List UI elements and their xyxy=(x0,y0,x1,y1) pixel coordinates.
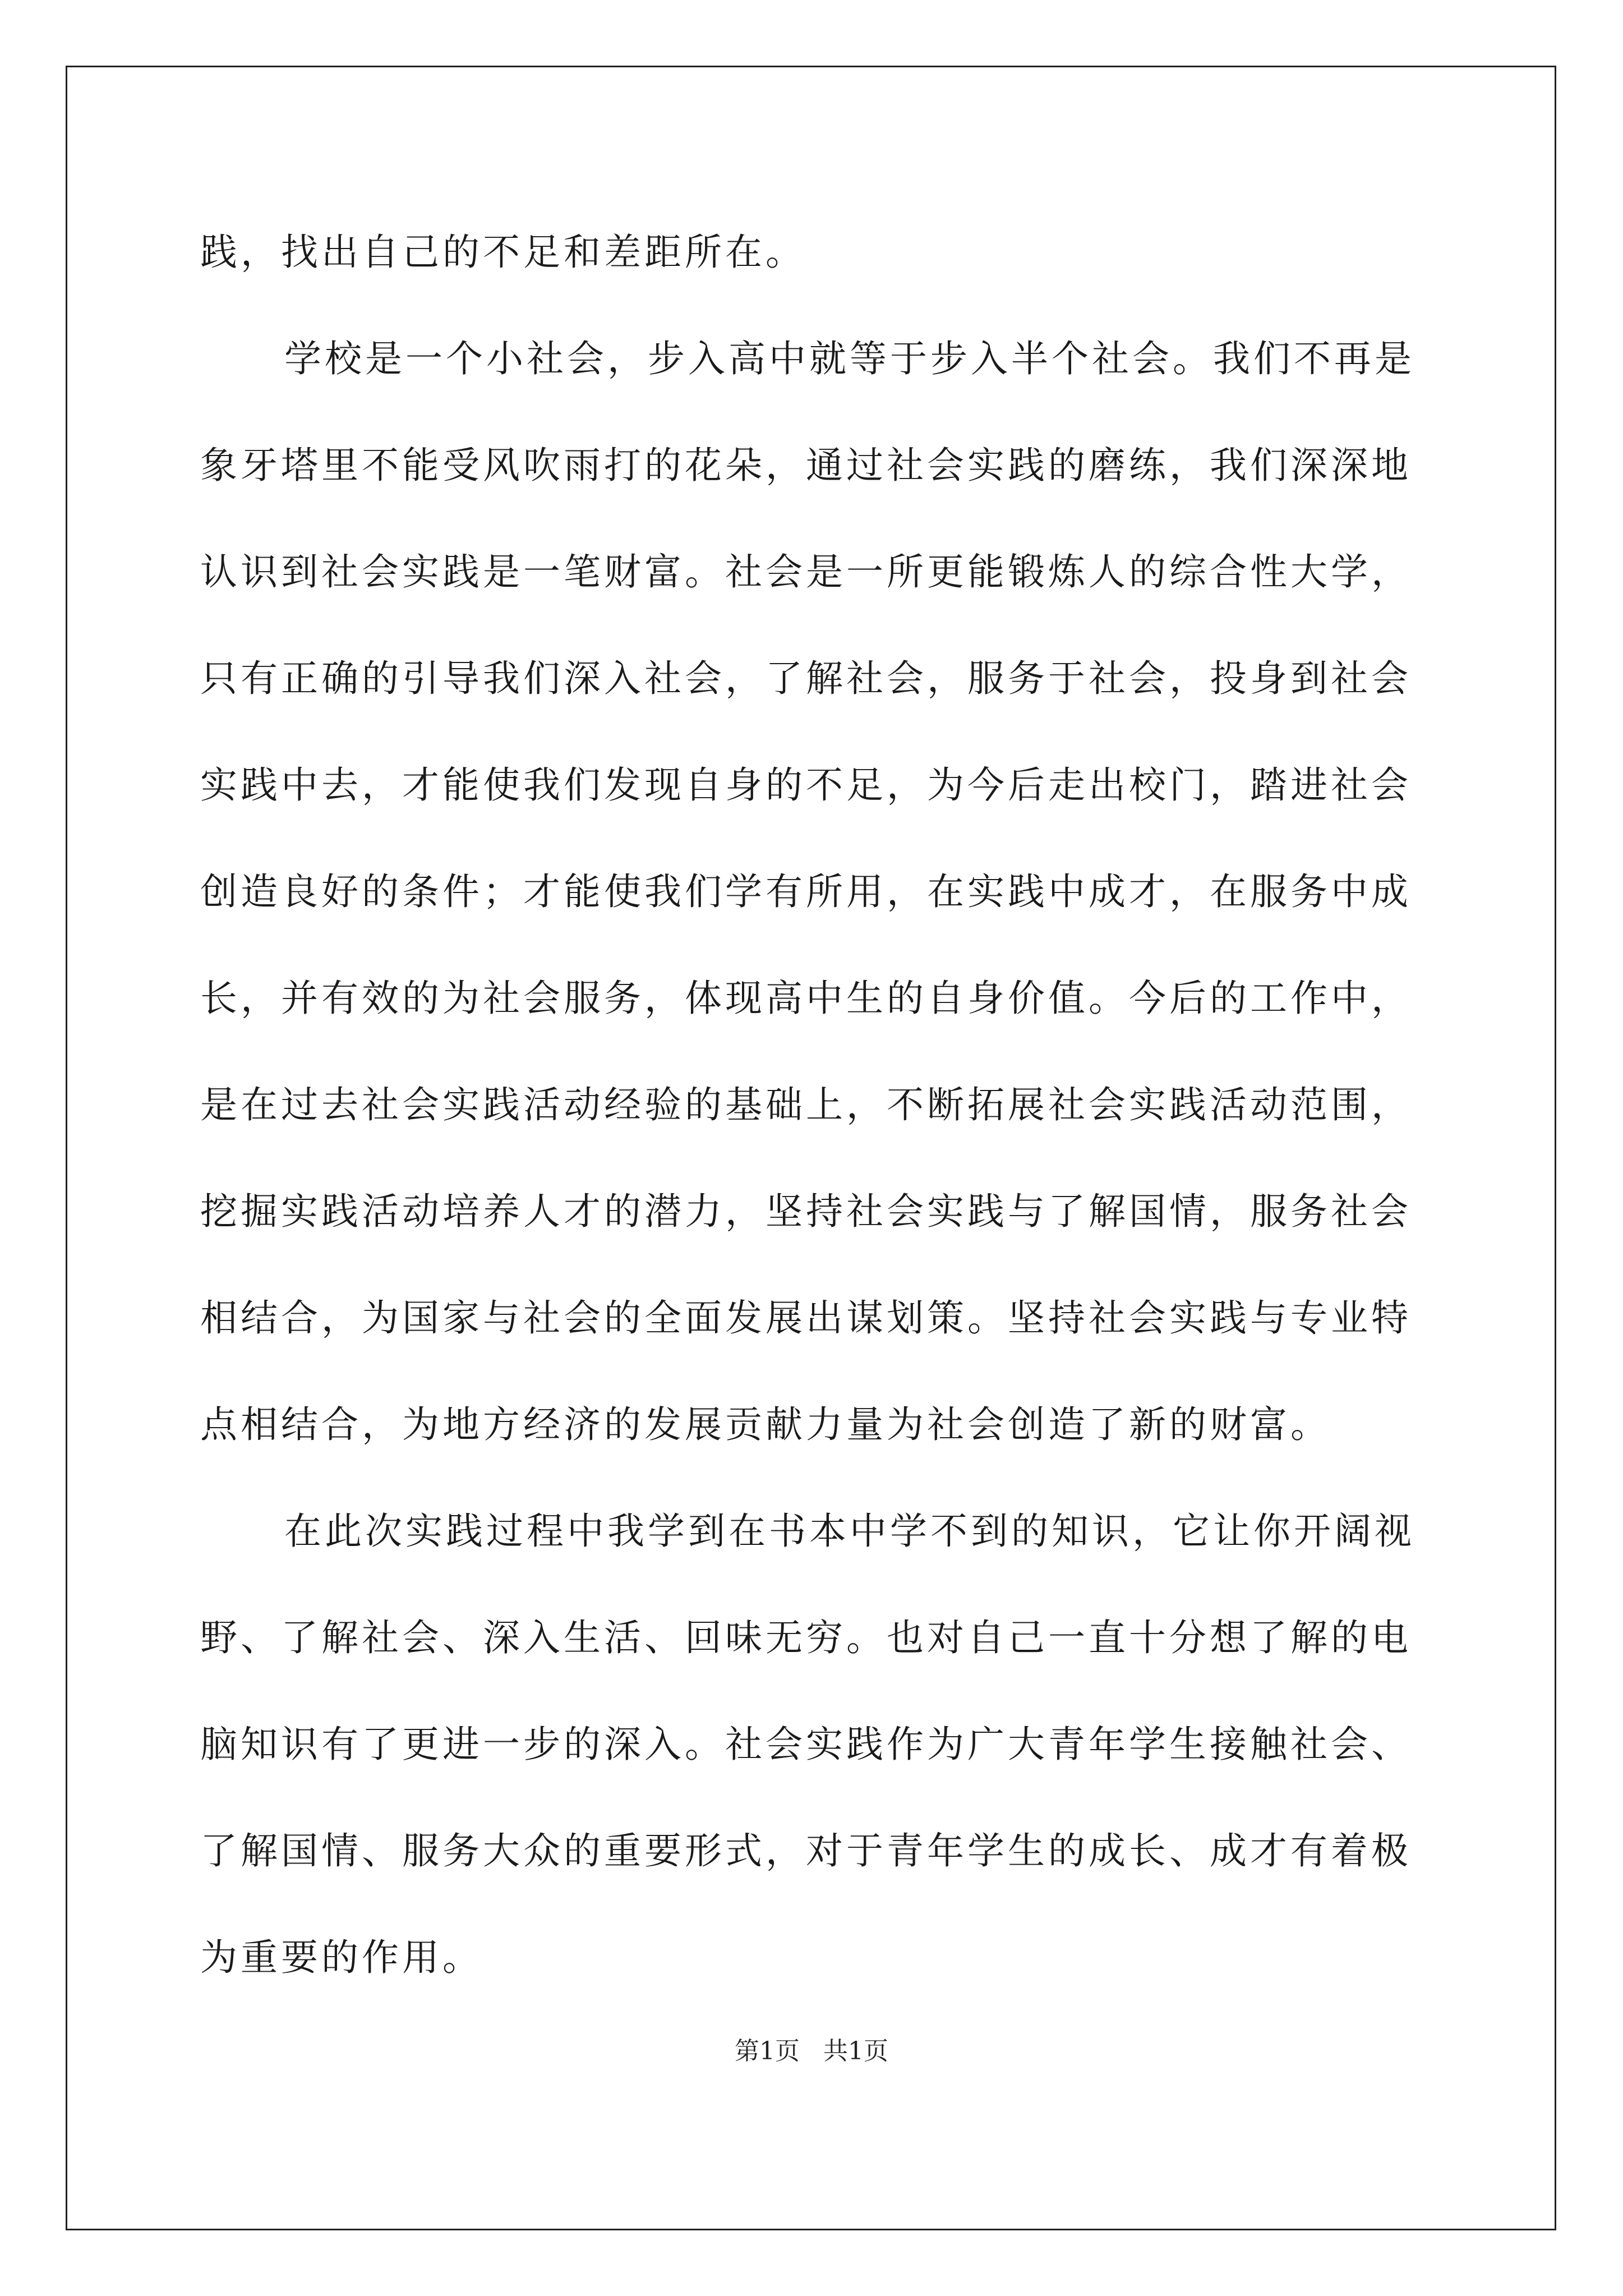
page-footer xyxy=(0,2031,1623,2067)
text-line: 只有正确的引导我们深入社会，了解社会，服务于社会，投身到社会 xyxy=(200,657,1412,700)
page-number: 第1页 xyxy=(735,2037,800,2065)
text-line: 脑知识有了更进一步的深入。社会实践作为广大青年学生接触社会、 xyxy=(200,1723,1412,1766)
paragraph-start-line: 学校是一个小社会，步入高中就等于步入半个社会。我们不再是 xyxy=(284,337,1415,380)
text-line: 是在过去社会实践活动经验的基础上，不断拓展社会实践活动范围， xyxy=(200,1083,1412,1126)
text-line: 野、了解社会、深入生活、回味无穷。也对自己一直十分想了解的电 xyxy=(200,1616,1412,1659)
text-line: 为重要的作用。 xyxy=(200,1936,483,1979)
document-body xyxy=(200,199,1434,2011)
text-line: 长，并有效的为社会服务，体现高中生的自身价值。今后的工作中， xyxy=(200,977,1412,1020)
text-line: 相结合，为国家与社会的全面发展出谋划策。坚持社会实践与专业特 xyxy=(200,1296,1412,1340)
text-line: 创造良好的条件；才能使我们学有所用，在实践中成才，在服务中成 xyxy=(200,870,1412,913)
paragraph-start-line: 在此次实践过程中我学到在书本中学不到的知识，它让你开阔视 xyxy=(284,1510,1415,1553)
text-line: 践，找出自己的不足和差距所在。 xyxy=(200,231,806,274)
page-total: 共1页 xyxy=(823,2037,888,2065)
text-line: 点相结合，为地方经济的发展贡献力量为社会创造了新的财富。 xyxy=(200,1403,1331,1446)
text-line: 挖掘实践活动培养人才的潜力，坚持社会实践与了解国情，服务社会 xyxy=(200,1190,1412,1233)
text-line: 认识到社会实践是一笔财富。社会是一所更能锻炼人的综合性大学， xyxy=(200,550,1412,593)
text-line: 实践中去，才能使我们发现自身的不足，为今后走出校门，踏进社会 xyxy=(200,763,1412,807)
text-line: 象牙塔里不能受风吹雨打的花朵，通过社会实践的磨练，我们深深地 xyxy=(200,444,1412,487)
text-line: 了解国情、服务大众的重要形式，对于青年学生的成长、成才有着极 xyxy=(200,1829,1412,1872)
